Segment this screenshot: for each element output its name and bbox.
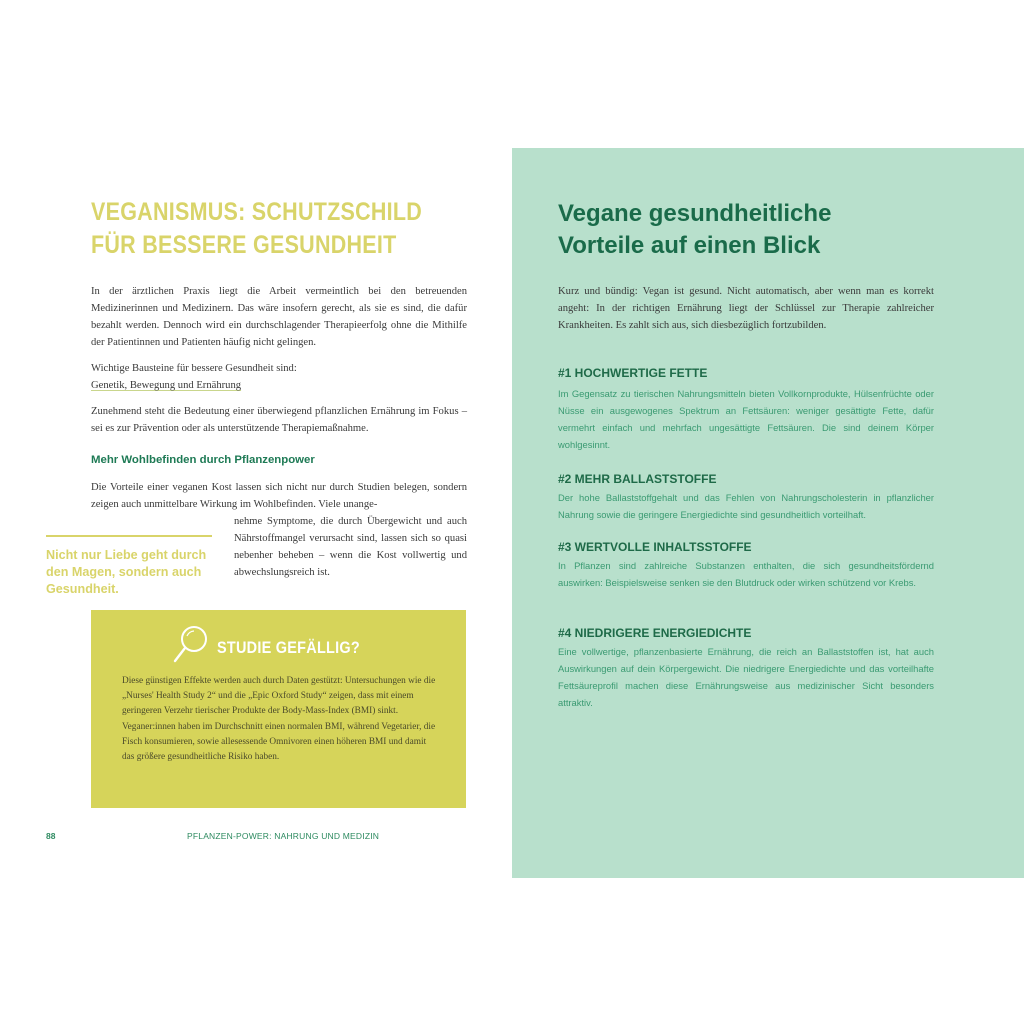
running-footer: PFLANZEN-POWER: NAHRUNG UND MEDIZIN [187,831,380,841]
paragraph-building-blocks [91,360,467,394]
paragraph-benefits: Die Vorteile einer veganen Kost lassen sich nicht nur durch Studien belegen, sondern zeigen auch unmittelbare Wirkung im Wohlbefinden. Viele unange- [91,482,467,510]
section-subheading: Mehr Wohlbefinden durch Pflanzenpower [91,454,315,466]
paragraph-intro: In der ärztlichen Praxis liegt die Arbeit vermeintlich bei den betreuenden Medizinerinnen und Medizinern. Das wäre insofern gerecht, als sie es sind, die dafür bezahlt werden. Dennoch wird ein durchschlagender Therapieerfolg ohne die Mithilfe der Patientinnen und Patienten häufig nicht gelingen. [91,286,467,348]
magnifier-icon [172,624,212,666]
building-blocks-list: Genetik, Bewegung und Ernährung [91,380,242,391]
title-line-2: FÜR BESSERE GESUNDHEIT [91,231,397,259]
benefit-heading-3: #3 WERTVOLLE INHALTSSTOFFE [558,540,752,554]
benefit-text-3: In Pflanzen sind zahlreiche Substanzen enthalten, die sich gesundheitsfördernd auswirken: Beispielsweise senken sie den Blutdruck oder wirken schützend vor Krebs. [558,560,934,588]
benefit-heading-4: #4 NIEDRIGERE ENERGIEDICHTE [558,626,752,640]
building-blocks-label: Wichtige Bausteine für bessere Gesundheit sind: [91,363,297,374]
benefit-heading-1: #1 HOCHWERTIGE FETTE [558,366,708,380]
panel-intro: Kurz und bündig: Vegan ist gesund. Nicht automatisch, aber wenn man es korrekt angeht: In der richtigen Ernährung liegt der Schlüssel zur Therapie zahlreicher Krankheiten. Es zahlt sich aus, sich diesbezüglich fortzubilden. [558,286,934,331]
benefit-text-2: Der hohe Ballaststoffgehalt und das Fehlen von Nahrungscholesterin in pflanzlicher Nahrung sowie die geringere Energiedichte sind gesundheitlich vorteilhaft. [558,492,934,520]
pull-quote: Nicht nur Liebe geht durch den Magen, sondern auch Gesundheit. [46,548,207,596]
page-title [91,196,435,262]
paragraph-plant-focus: Zunehmend steht die Bedeutung einer überwiegend pflanzlichen Ernährung im Fokus – sei es zur Prävention oder als unterstützende Therapiemaßnahme. [91,406,467,434]
panel-title [558,198,978,262]
quote-divider [46,535,212,537]
panel-title-line-2: Vorteile auf einen Blick [558,232,821,259]
page-number: 88 [46,831,56,841]
benefit-heading-2: #2 MEHR BALLASTSTOFFE [558,472,717,486]
panel-title-line-1: Vegane gesundheitliche [558,200,832,227]
study-title: STUDIE GEFÄLLIG? [217,638,360,657]
study-text: Diese günstigen Effekte werden auch durch Daten gestützt: Untersuchungen wie die „Nurses' Health Study 2“ und die „Epic Oxford Study“ zeigen, dass mit einem geringeren Verzehr tierischer Produkte der Body-Mass-Index (BMI) sinkt. Veganer:innen haben im Durchschnitt einen normalen BMI, während Vegetarier, die Fisch konsumieren, sowie allesessende Omnivoren einen höheren BMI und damit das größere gesundheitliche Risiko haben. [122,676,436,763]
benefit-text-4: Eine vollwertige, pflanzenbasierte Ernährung, die reich an Ballaststoffen ist, hat auch Auswirkungen auf dein Körpergewicht. Die niedrigere Energiedichte und das vorteilhafte Fettsäureprofil machen diese Ernährungsweise aus medizinischer Sicht besonders attraktiv. [558,646,934,708]
title-line-1: VEGANISMUS: SCHUTZSCHILD [91,198,423,226]
benefit-text-1: Im Gegensatz zu tierischen Nahrungsmitteln bieten Vollkornprodukte, Hülsenfrüchte oder Nüsse ein ausgewogenes Spektrum an Fettsäuren: weniger gesättigte Fette, dafür vermehrt einfach und mehrfach ungesättigte Fettsäuren. Die sind deinem Körper wohlgesinnt. [558,388,934,450]
paragraph-benefits-continued: nehme Symptome, die durch Übergewicht und auch Nährstoffmangel verursacht sind, lassen sich so quasi nebenher beheben – wenn die Kost vollwertig und abwechslungsreich ist. [234,516,467,578]
